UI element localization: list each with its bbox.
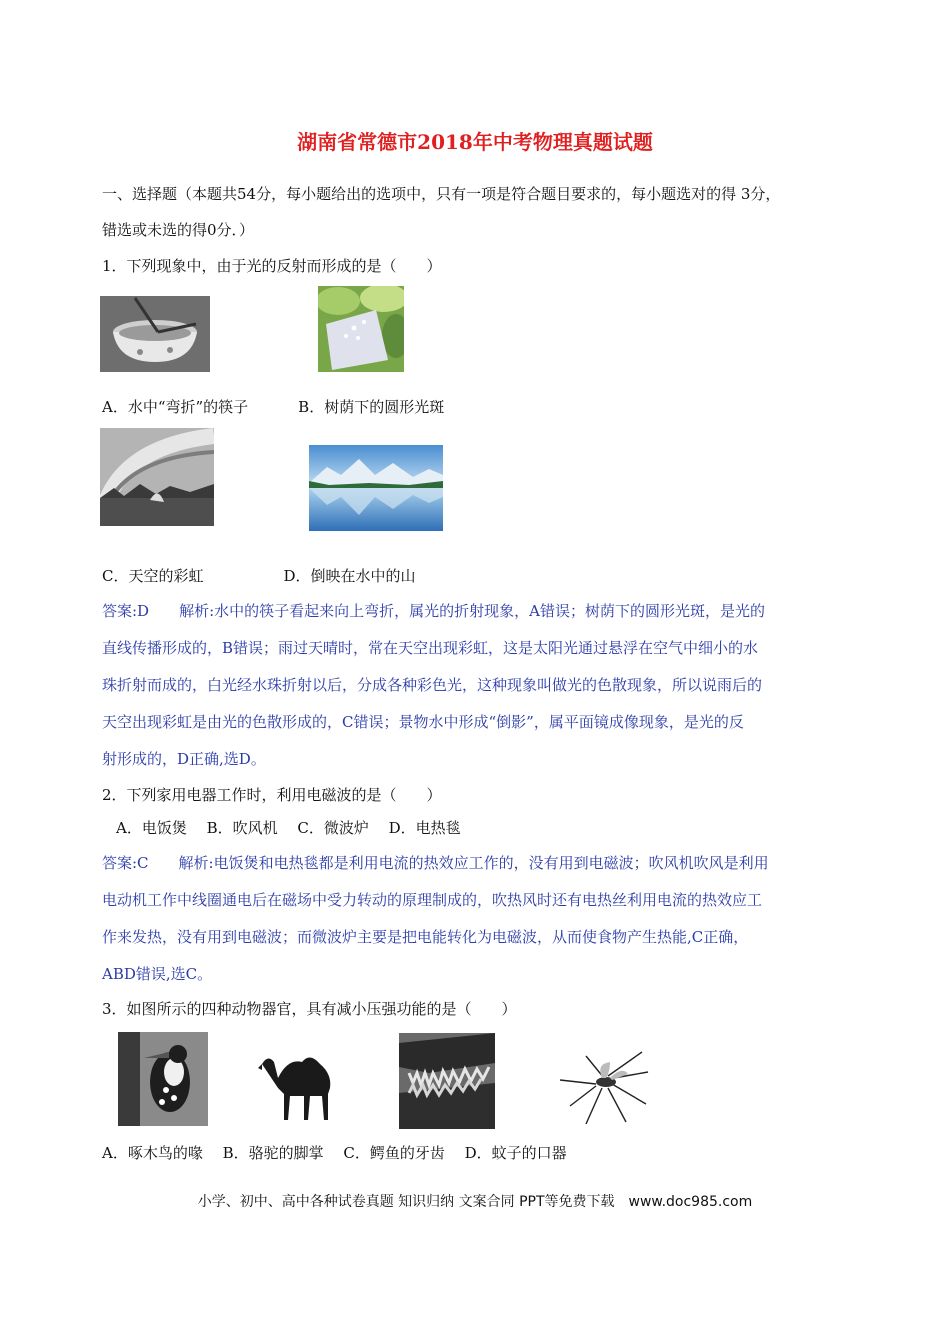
q1-image-chopsticks-bowl bbox=[100, 296, 210, 372]
section-header-line2: 错选或未选的得0分．） bbox=[102, 221, 255, 239]
q1-option-d: D．倒映在水中的山 bbox=[283, 567, 416, 585]
q1-answer-line: 射形成的，D正确,选D。 bbox=[102, 750, 266, 768]
q2-answer-line: ABD错误,选C。 bbox=[102, 965, 213, 983]
q1-answer-line: 答案:D 解析:水中的筷子看起来向上弯折，属光的折射现象，A错误；树荫下的圆形光斑，是光的 bbox=[102, 602, 765, 620]
q1-option-a: A．水中“弯折”的筷子 bbox=[102, 398, 249, 416]
q1-image-rainbow bbox=[100, 428, 214, 526]
q2-options: A．电饭煲 B．吹风机 C．微波炉 D．电热毯 bbox=[116, 819, 461, 837]
q1-option-c: C．天空的彩虹 bbox=[102, 567, 204, 585]
q1-options-ab bbox=[102, 397, 444, 417]
page-title: 湖南省常德市2018年中考物理真题试题 bbox=[297, 130, 653, 154]
q3-image-woodpecker bbox=[118, 1032, 208, 1126]
q1-answer-line: 天空出现彩虹是由光的色散形成的，C错误；景物水中形成“倒影”，属平面镜成像现象，是光的反 bbox=[102, 713, 744, 731]
section-header-line1: 一、选择题（本题共54分，每小题给出的选项中，只有一项是符合题目要求的，每小题选对的得 3分， bbox=[102, 185, 781, 203]
q2-answer-line: 答案:C 解析:电饭煲和电热毯都是利用电流的热效应工作的，没有用到电磁波；吹风机吹风是利用 bbox=[102, 854, 769, 872]
q1-image-light-spots bbox=[318, 286, 404, 372]
q1-option-b: B．树荫下的圆形光斑 bbox=[298, 398, 445, 416]
q3-options: A．啄木鸟的喙 B．骆驼的脚掌 C．鳄鱼的牙齿 D．蚊子的口器 bbox=[102, 1144, 567, 1162]
q3-stem: 3．如图所示的四种动物器官，具有减小压强功能的是（ ） bbox=[102, 1000, 517, 1018]
q1-stem: 1．下列现象中，由于光的反射而形成的是（ ） bbox=[102, 257, 442, 275]
q1-options-cd bbox=[102, 566, 416, 586]
q2-answer-line: 作来发热，没有用到电磁波；而微波炉主要是把电能转化为电磁波，从而使食物产生热能,C正确， bbox=[102, 928, 749, 946]
q3-image-mosquito bbox=[556, 1048, 652, 1128]
q3-image-camel bbox=[248, 1048, 344, 1124]
q1-image-mountain-reflection bbox=[309, 445, 443, 531]
q1-answer-line: 珠折射而成的，白光经水珠折射以后，分成各种彩色光，这种现象叫做光的色散现象，所以说雨后的 bbox=[102, 676, 763, 694]
q1-answer-line: 直线传播形成的，B错误；雨过天晴时，常在天空出现彩虹，这是太阳光通过悬浮在空气中细小的水 bbox=[102, 639, 759, 657]
q2-stem: 2．下列家用电器工作时，利用电磁波的是（ ） bbox=[102, 786, 442, 804]
q2-answer-line: 电动机工作中线圈通电后在磁场中受力转动的原理制成的，吹热风时还有电热丝利用电流的热效应工 bbox=[102, 891, 763, 909]
q3-image-crocodile-teeth bbox=[399, 1033, 495, 1129]
footer-text: 小学、初中、高中各种试卷真题 知识归纳 文案合同 PPT等免费下载 www.doc985.com bbox=[197, 1194, 753, 1210]
